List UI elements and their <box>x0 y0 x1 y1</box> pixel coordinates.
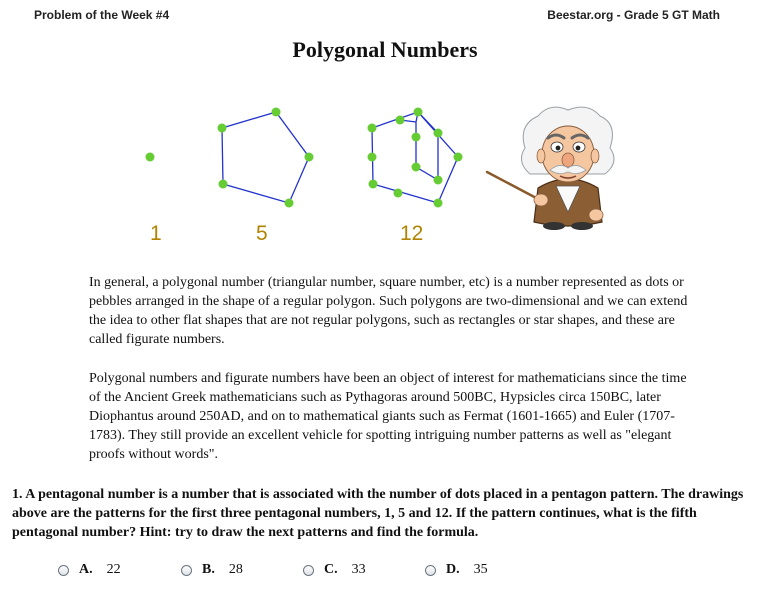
option-a[interactable] <box>58 562 121 578</box>
pattern-12-pentagons <box>372 112 458 203</box>
pattern-1-dot <box>146 153 155 162</box>
pattern-5-pentagon <box>222 112 309 203</box>
option-c[interactable] <box>303 562 366 578</box>
option-c-radio[interactable] <box>303 565 314 576</box>
page-title: Polygonal Numbers <box>292 37 478 62</box>
pattern-12-label: 12 <box>400 222 424 245</box>
pattern-5-dots <box>218 108 314 208</box>
pattern-5-label: 5 <box>256 222 268 245</box>
option-d-value: 35 <box>473 562 488 577</box>
option-b[interactable] <box>181 562 243 578</box>
header-site-label: Beestar.org - Grade 5 GT Math <box>547 8 720 22</box>
option-a-value: 22 <box>106 562 121 577</box>
option-c-letter: C. <box>324 562 338 577</box>
pentagonal-numbers-illustration <box>120 100 620 255</box>
option-a-letter: A. <box>79 562 93 577</box>
professor-mascot-icon <box>487 107 614 230</box>
pattern-1-label: 1 <box>150 222 162 245</box>
option-a-radio[interactable] <box>58 565 69 576</box>
answer-options <box>58 562 678 582</box>
option-d[interactable] <box>425 562 488 578</box>
pentagon-dot-patterns <box>120 100 620 255</box>
header-problem-label: Problem of the Week #4 <box>34 8 170 22</box>
option-b-radio[interactable] <box>181 565 192 576</box>
question-text: 1. A pentagonal number is a number that is associated with the number of dots placed in a pentagon pattern. The drawings above are the patterns for the first three pentagonal numbers, 1, 5 and 12. If the pattern continues, what is the fifth pentagonal number? Hint: try to draw the next patterns and find the formula. <box>12 487 744 540</box>
history-paragraph: Polygonal numbers and figurate numbers have been an object of interest for mathematicians since the time of the Ancient Greek mathematicians such as Pythagoras around 500BC, Hypsicles circa 150BC, later Diophantus around 250AD, and on to mathematical giants such as Fermat (1601-1665) and Euler (1707-1783). They still provide an excellent vehicle for spotting intriguing number patterns as well as "elegant proofs without words". <box>89 371 687 462</box>
intro-paragraph: In general, a polygonal number (triangular number, square number, etc) is a number represented as dots or pebbles arranged in the shape of a regular polygon. Such polygons are two-dimensional and we can extend the idea to other flat shapes that are not regular polygons, such as rectangles or star shapes, and these are called figurate numbers. <box>89 275 688 347</box>
option-c-value: 33 <box>351 562 366 577</box>
option-b-letter: B. <box>202 562 215 577</box>
option-b-value: 28 <box>228 562 243 577</box>
option-d-radio[interactable] <box>425 565 436 576</box>
option-d-letter: D. <box>446 562 460 577</box>
